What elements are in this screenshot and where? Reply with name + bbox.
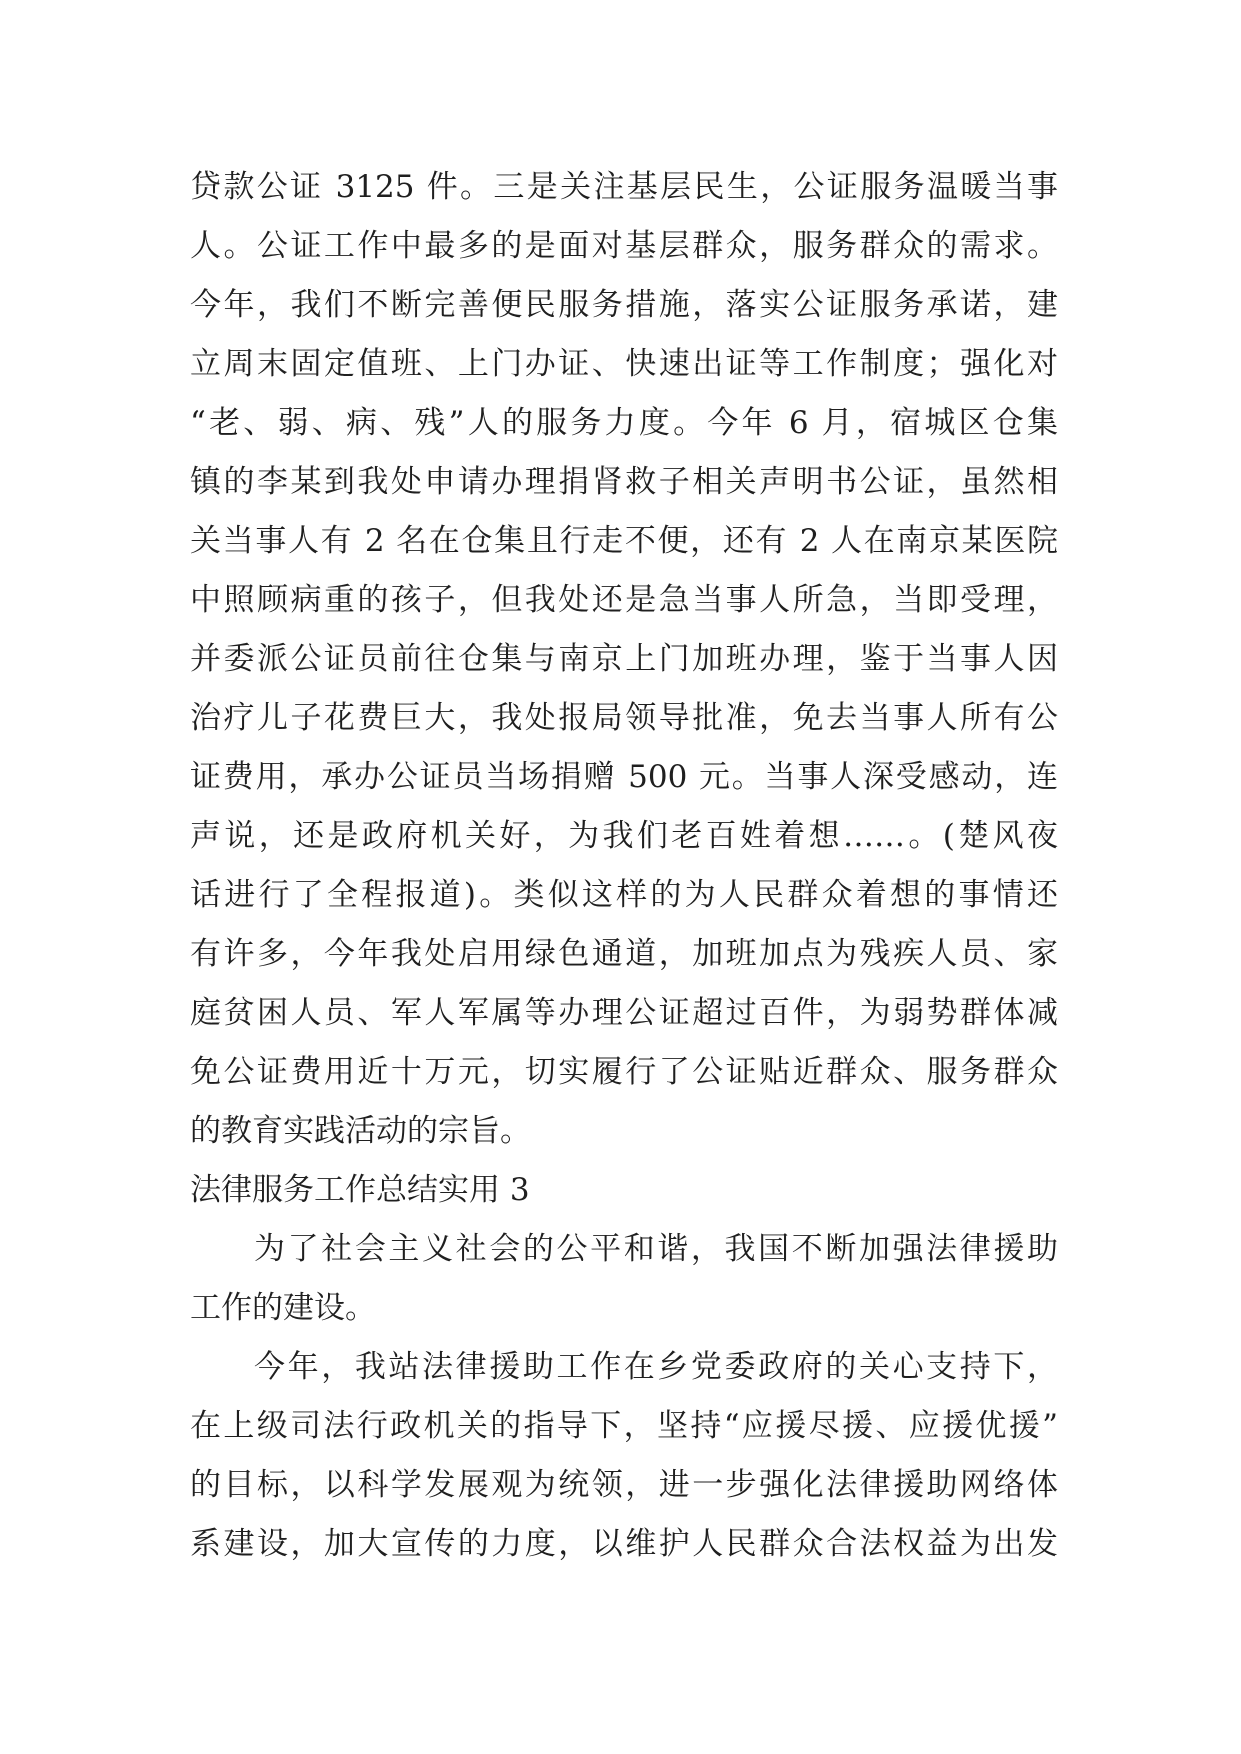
paragraph-notary-services <box>190 158 1058 1161</box>
text-line: 有许多，今年我处启用绿色通道，加班加点为残疾人员、家 <box>190 936 1058 972</box>
text-line: 人。公证工作中最多的是面对基层群众，服务群众的需求。 <box>190 228 1058 264</box>
text-line: 的教育实践活动的宗旨。 <box>190 1113 531 1149</box>
text-line: 治疗儿子花费巨大，我处报局领导批准，免去当事人所有公 <box>190 700 1058 736</box>
text-line: 话进行了全程报道)。类似这样的为人民群众着想的事情还 <box>190 877 1058 913</box>
text-line: 并委派公证员前往仓集与南京上门加班办理，鉴于当事人因 <box>190 641 1058 677</box>
text-line: 镇的李某到我处申请办理捐肾救子相关声明书公证，虽然相 <box>190 464 1058 500</box>
text-line: 为了社会主义社会的公平和谐，我国不断加强法律援助 <box>254 1231 1058 1267</box>
document-body <box>190 158 1058 1574</box>
paragraph-legal-aid-work <box>190 1338 1058 1574</box>
text-line: 声说，还是政府机关好，为我们老百姓着想……。(楚风夜 <box>190 818 1058 854</box>
paragraph-legal-aid-intro <box>190 1220 1058 1338</box>
text-line: 中照顾病重的孩子，但我处还是急当事人所急，当即受理， <box>190 582 1058 618</box>
text-line: 免公证费用近十万元，切实履行了公证贴近群众、服务群众 <box>190 1054 1058 1090</box>
text-line: 立周末固定值班、上门办证、快速出证等工作制度；强化对 <box>190 346 1058 382</box>
text-line: 工作的建设。 <box>190 1290 376 1326</box>
text-line: 今年，我们不断完善便民服务措施，落实公证服务承诺，建 <box>190 287 1058 323</box>
text-line: 今年，我站法律援助工作在乡党委政府的关心支持下， <box>254 1349 1058 1385</box>
text-line: “老、弱、病、残”人的服务力度。今年 6 月，宿城区仓集 <box>190 405 1058 441</box>
text-line: 在上级司法行政机关的指导下，坚持“应援尽援、应援优援” <box>190 1408 1058 1444</box>
text-line: 贷款公证 3125 件。三是关注基层民生，公证服务温暖当事 <box>190 169 1058 205</box>
text-line: 关当事人有 2 名在仓集且行走不便，还有 2 人在南京某医院 <box>190 523 1058 559</box>
text-line: 证费用，承办公证员当场捐赠 500 元。当事人深受感动，连 <box>190 759 1058 795</box>
section-title: 法律服务工作总结实用 3 <box>190 1172 530 1208</box>
text-line: 庭贫困人员、军人军属等办理公证超过百件，为弱势群体减 <box>190 995 1058 1031</box>
text-line: 的目标，以科学发展观为统领，进一步强化法律援助网络体 <box>190 1467 1058 1503</box>
text-line: 系建设，加大宣传的力度，以维护人民群众合法权益为出发 <box>190 1526 1058 1562</box>
